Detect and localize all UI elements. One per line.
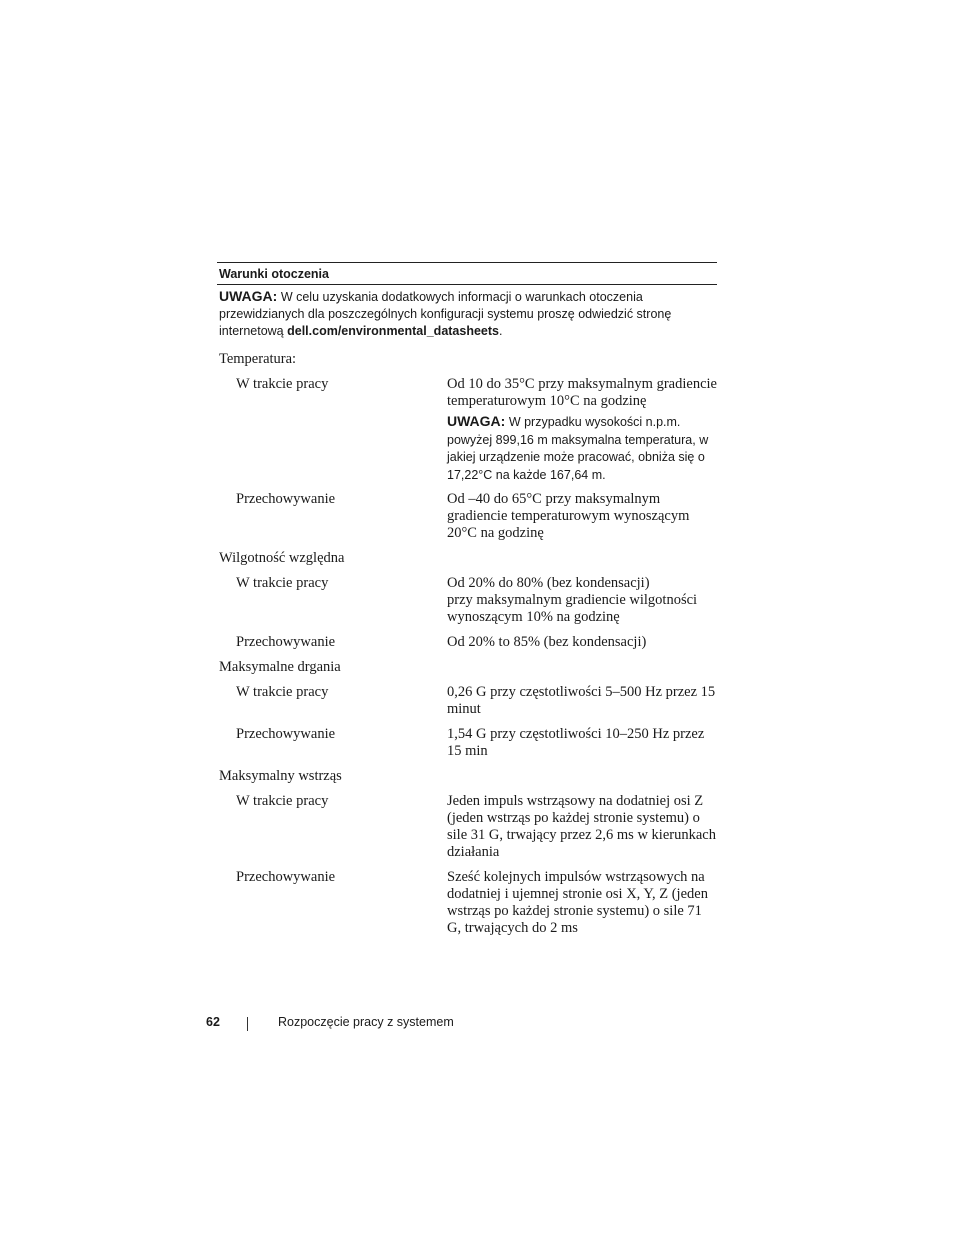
row-value: Sześć kolejnych impulsów wstrząsowych na dodatniej i ujemnej stronie osi X, Y, Z (jeden wstrząs po każdej stronie systemu) o sile 71 G, trwających do 2 ms bbox=[447, 869, 708, 936]
row-value: 1,54 G przy częstotliwości 10–250 Hz przez 15 min bbox=[447, 726, 705, 759]
row-label: W trakcie pracy bbox=[236, 376, 329, 392]
row-value bbox=[447, 376, 719, 484]
row-label: W trakcie pracy bbox=[236, 793, 329, 809]
row-value-line: przy maksymalnym gradiencie wilgotności wynoszącym 10% na godzinę bbox=[447, 592, 698, 625]
table-row bbox=[217, 491, 717, 542]
note-label: UWAGA: bbox=[447, 413, 506, 429]
footer-section-title: Rozpoczęcie pracy z systemem bbox=[278, 1015, 454, 1029]
table-title: Warunki otoczenia bbox=[219, 267, 329, 281]
environmental-spec-table bbox=[217, 262, 717, 937]
row-value-line: Od 20% do 80% (bez kondensacji) bbox=[447, 575, 650, 591]
datasheets-link[interactable]: dell.com/environmental_datasheets bbox=[287, 324, 499, 338]
row-value: Od –40 do 65°C przy maksymalnym gradiencie temperaturowym wynoszącym 20°C na godzinę bbox=[447, 491, 690, 541]
section-heading-vibration: Maksymalne drgania bbox=[219, 659, 341, 675]
note-text: W przypadku wysokości n.p.m. powyżej 899,16 m maksymalna temperatura, w jakiej urządzenie może pracować, obniża się o 17,22°C na każde 167,64 m. bbox=[447, 415, 709, 482]
section-heading-temperature: Temperatura: bbox=[219, 351, 297, 367]
row-value: Od 20% to 85% (bez kondensacji) bbox=[447, 634, 647, 650]
table-row bbox=[217, 634, 717, 651]
row-value bbox=[447, 575, 719, 626]
note-period: . bbox=[499, 324, 503, 338]
page-number: 62 bbox=[206, 1015, 220, 1029]
row-label: W trakcie pracy bbox=[236, 684, 329, 700]
row-label: Przechowywanie bbox=[236, 726, 336, 742]
table-row bbox=[217, 726, 717, 760]
section-heading-humidity: Wilgotność względna bbox=[219, 550, 345, 566]
row-label: Przechowywanie bbox=[236, 491, 336, 507]
row-label: W trakcie pracy bbox=[236, 575, 329, 591]
note-text: W celu uzyskania dodatkowych informacji o warunkach otoczenia przewidzianych dla poszczególnych konfiguracji systemu proszę odwiedzić stronę internetową bbox=[219, 290, 672, 338]
footer-separator bbox=[247, 1017, 248, 1031]
row-value-text: Od 10 do 35°C przy maksymalnym gradiencie temperaturowym 10°C na godzinę bbox=[447, 376, 717, 409]
table-row bbox=[217, 376, 717, 484]
section-heading-shock: Maksymalny wstrząs bbox=[219, 768, 342, 784]
row-value: Jeden impuls wstrząsowy na dodatniej osi Z (jeden wstrząs po każdej stronie systemu) o sile 31 G, trwający przez 2,6 ms w kierunkach działania bbox=[447, 793, 716, 860]
row-value: 0,26 G przy częstotliwości 5–500 Hz przez 15 minut bbox=[447, 684, 716, 717]
row-label: Przechowywanie bbox=[236, 634, 336, 650]
note-label: UWAGA: bbox=[219, 288, 278, 304]
altitude-note bbox=[447, 413, 719, 484]
table-row bbox=[217, 575, 717, 626]
table-row bbox=[217, 684, 717, 718]
row-label: Przechowywanie bbox=[236, 869, 336, 885]
table-row bbox=[217, 869, 717, 937]
table-row bbox=[217, 793, 717, 861]
environment-note bbox=[217, 285, 717, 340]
